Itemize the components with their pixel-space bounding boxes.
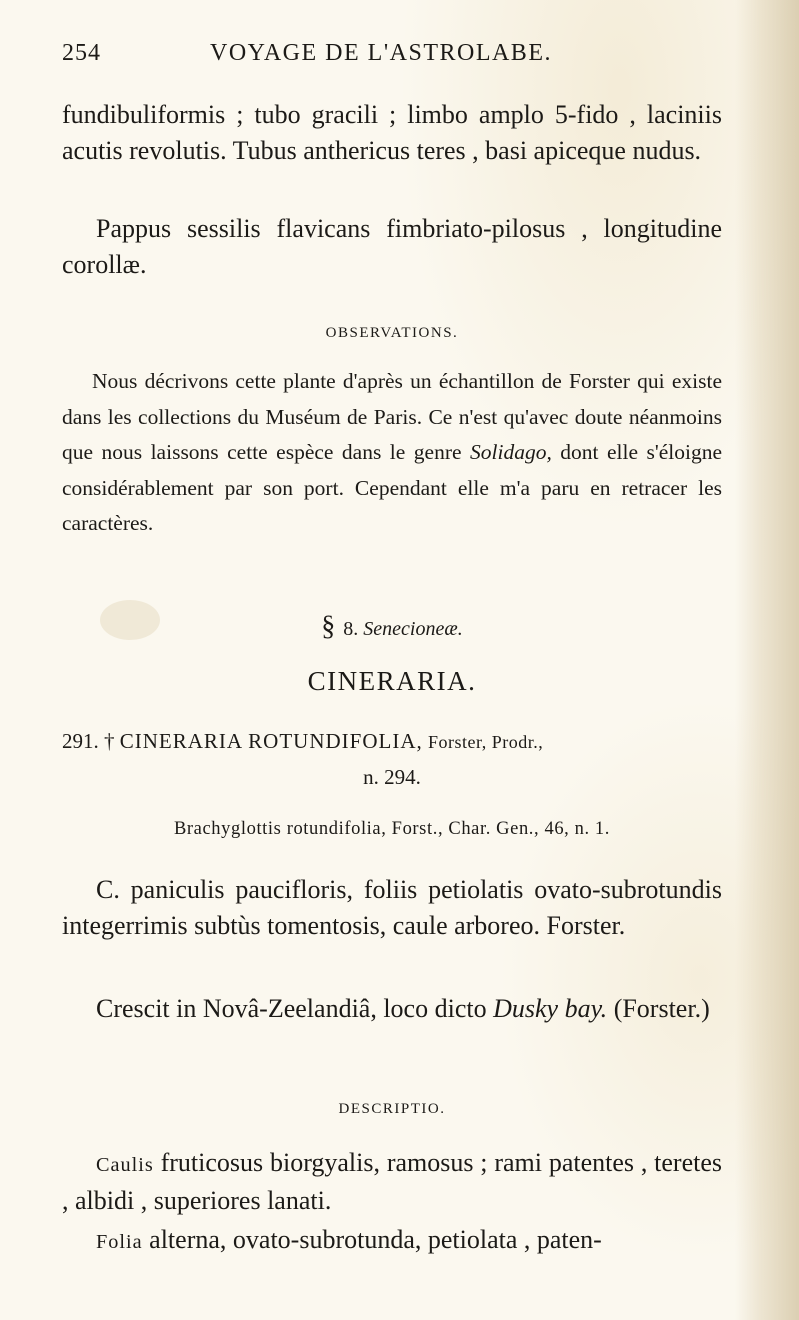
caulis-term: Caulis — [96, 1154, 154, 1176]
dagger-mark: † — [104, 729, 115, 753]
descriptio-heading: DESCRIPTIO. — [338, 1101, 446, 1117]
synonym-line: Brachyglottis rotundifolia, Forst., Char. Gen., 46, n. 1. — [173, 819, 611, 839]
species-reference: n. 294. — [363, 765, 421, 789]
species-author: Forster, Prodr., — [428, 732, 544, 752]
observations-heading: OBSERVATIONS. — [325, 325, 459, 341]
observations-genus-italic: Solidago, — [470, 440, 552, 464]
species-name: CINERARIA ROTUNDIFOLIA, — [119, 729, 423, 753]
running-header — [62, 40, 722, 76]
habitat-locality-italic: Dusky bay. — [493, 994, 608, 1023]
habitat-text-before: Crescit in Novâ-Zeelandiâ, loco dicto — [96, 994, 494, 1023]
observations-text-before: Nous décrivons cette plante d'après un échantillon de Forster qui existe dans les collections du Muséum de Paris. Ce n'est qu'avec doute néanmoins que nous laissons cette espèce dans le genre — [62, 369, 722, 464]
folia-paragraph — [62, 1222, 722, 1260]
pappus-paragraph: Pappus sessilis flavicans fimbriato-pilosus , longitudine corollæ. — [62, 214, 722, 279]
species-number: 291. — [62, 729, 99, 753]
habitat-text-after: (Forster.) — [607, 994, 710, 1023]
description-continuation-paragraph: fundibuliformis ; tubo gracili ; limbo amplo 5-fido , laciniis acutis revolutis. Tubus anthericus teres , basi apiceque nudus. — [62, 100, 722, 165]
running-title: VOYAGE DE L'ASTROLABE. — [210, 40, 552, 66]
folia-term: Folia — [96, 1231, 143, 1253]
section-name: Senecioneæ. — [363, 618, 463, 640]
observations-paragraph — [62, 364, 722, 542]
observations-text-after: dont elle s'éloigne considérablement par son port. Cependant elle m'a paru en retracer les caractères. — [62, 440, 722, 535]
section-heading — [62, 612, 722, 642]
caulis-text: fruticosus biorgyalis, ramosus ; rami patentes , teretes , albidi , superiores lanati. — [62, 1148, 722, 1215]
genus-heading: CINERARIA. — [307, 666, 477, 696]
diagnosis-paragraph: C. paniculis paucifloris, foliis petiolatis ovato-subrotundis integerrimis subtùs tomentosis, caule arboreo. Forster. — [62, 875, 722, 940]
page-number: 254 — [62, 40, 101, 66]
folia-text: alterna, ovato-subrotunda, petiolata , paten- — [142, 1225, 602, 1254]
section-number: 8. — [343, 618, 359, 640]
species-line — [62, 724, 722, 760]
caulis-paragraph — [62, 1145, 722, 1219]
species-entry — [62, 724, 722, 795]
habitat-paragraph — [62, 991, 722, 1027]
section-symbol: § — [321, 611, 336, 642]
